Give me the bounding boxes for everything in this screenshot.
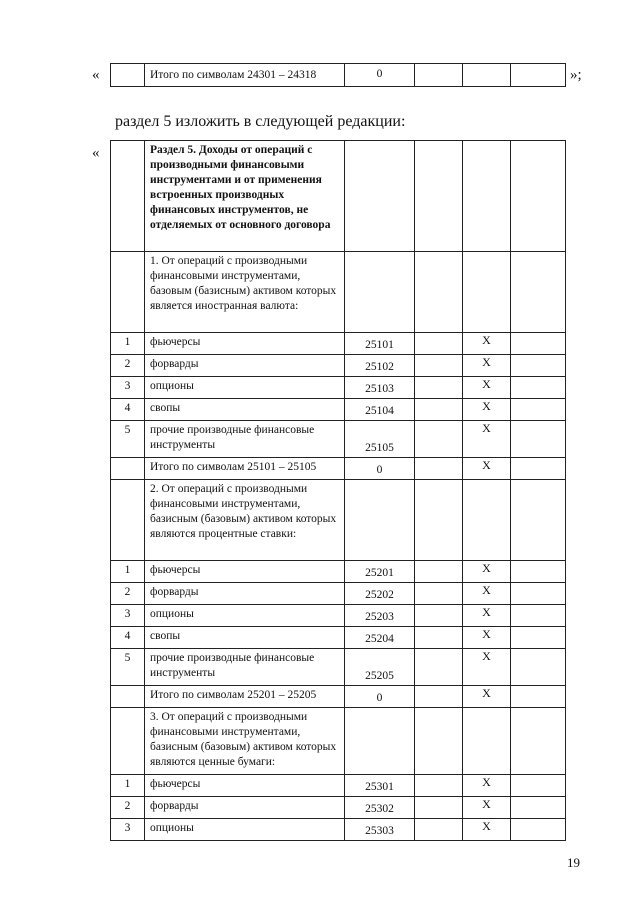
table-row: 2 форварды 25302 X [111,797,566,819]
table-row: 2 форварды 25102 X [111,355,566,377]
group-title-row [111,708,566,775]
num-cell [111,64,145,87]
group-title: 1. От операций с производными финансовыми инструментами, базовым (базисным) активом которых является иностранная валюта: [145,252,345,333]
page-number: 19 [567,855,580,870]
table-row: 1 фьючерсы 25101 X [111,333,566,355]
group-title: 2. От операций с производными финансовыми инструментами, базисным (базовым) активом которых являются процентные ставки: [145,480,345,561]
table-row: 4 свопы 25104 X [111,399,566,421]
section-header-row [111,141,566,252]
table-row: 3 опционы 25103 X [111,377,566,399]
group-title: 3. От операций с производными финансовыми инструментами, базисным (базовым) активом которых являются ценные бумаги: [145,708,345,775]
table-row: 1 фьючерсы 25301 X [111,775,566,797]
table-row: 1 фьючерсы 25201 X [111,561,566,583]
total-row: Итого по символам 25201 – 25205 0 X [111,686,566,708]
previous-section-total-table [110,63,566,87]
open-quote-top: « [92,67,100,83]
close-quote-top: »; [570,67,582,83]
total-label: Итого по символам 24301 – 24318 [145,64,345,87]
section-5-table [110,140,566,841]
table-row [111,64,566,87]
group-title-row [111,252,566,333]
table-row: 4 свопы 25204 X [111,627,566,649]
total-value: 0 [345,64,415,87]
open-quote-main: « [92,145,100,161]
group-title-row [111,480,566,561]
table-row: 5 прочие производные финансовые инструменты 25205 X [111,649,566,686]
total-row: Итого по символам 25101 – 25105 0 X [111,458,566,480]
table-row: 3 опционы 25303 X [111,819,566,841]
intro-text: раздел 5 изложить в следующей редакции: [115,113,406,130]
table-row: 5 прочие производные финансовые инструменты 25105 X [111,421,566,458]
table-row: 2 форварды 25202 X [111,583,566,605]
section-header: Раздел 5. Доходы от операций с производными финансовыми инструментами и от применения встроенных производных финансовых инструментов, не отделяемых от основного договора [145,141,345,252]
table-row: 3 опционы 25203 X [111,605,566,627]
